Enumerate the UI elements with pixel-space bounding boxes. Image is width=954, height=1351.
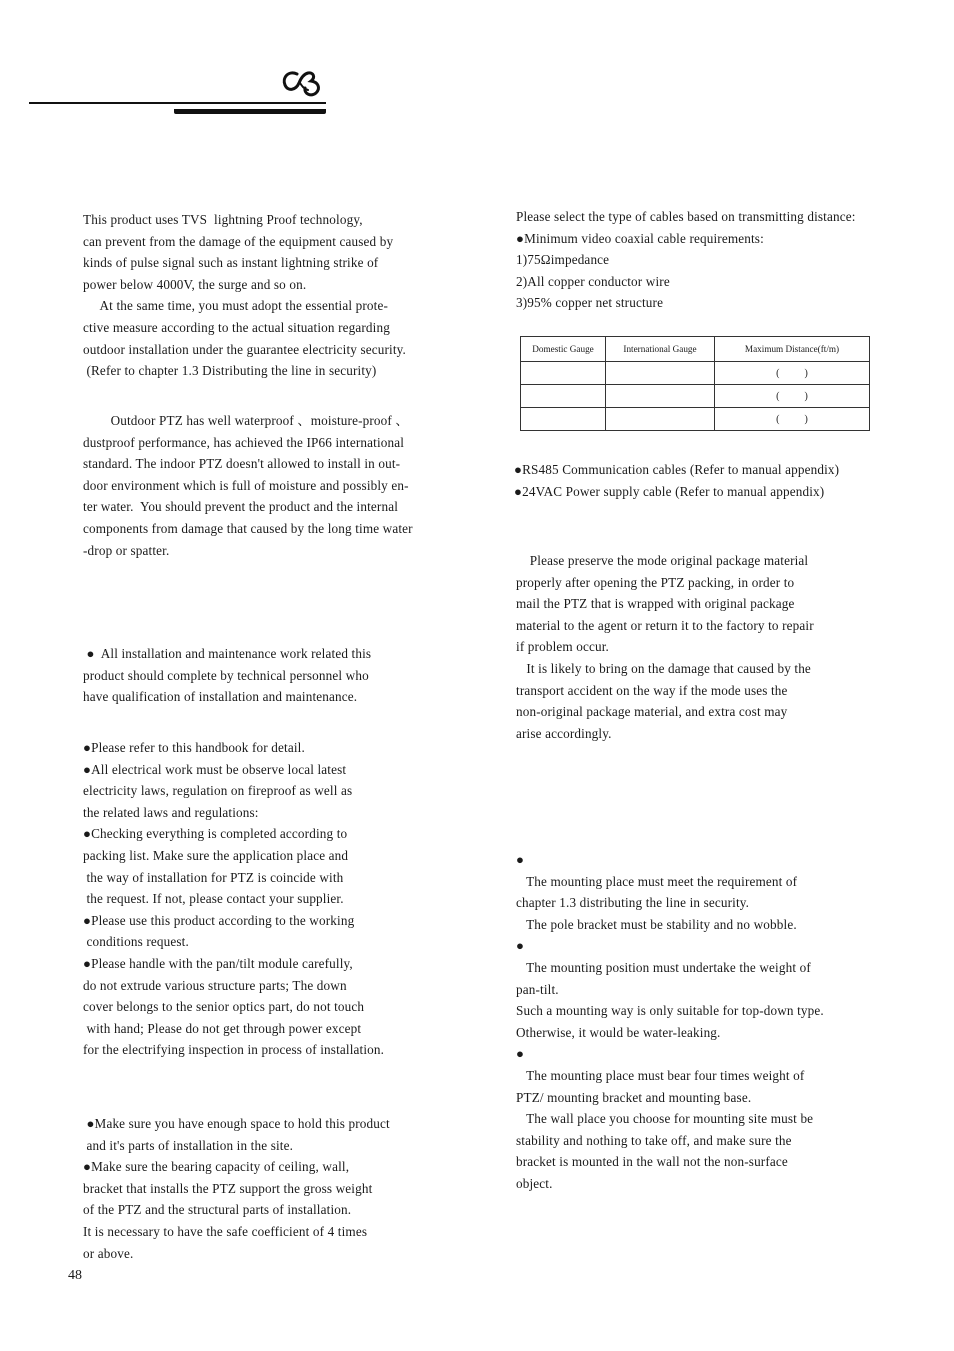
text-line: packing list. Make sure the application place and: [83, 847, 349, 863]
text-line: the way of installation for PTZ is coincide with: [83, 869, 344, 885]
table-cell: [606, 385, 715, 408]
cable-gauge-table: [520, 336, 870, 431]
text-line: stability and nothing to take off, and make sure the: [516, 1132, 792, 1148]
text-line: ●Minimum video coaxial cable requirements:: [516, 230, 764, 246]
mounting-paragraph: [516, 849, 824, 1195]
text-line: the related laws and regulations:: [83, 804, 259, 820]
text-line: ●Checking everything is completed according to: [83, 826, 348, 842]
text-line: ●RS485 Communication cables (Refer to manual appendix): [514, 462, 840, 477]
text-line: non-original package material, and extra cost may: [516, 704, 788, 720]
electrical-paragraph: [83, 737, 384, 1061]
text-line: The pole bracket must be stability and no wobble.: [516, 916, 797, 932]
text-line: The mounting place must meet the requirement of: [516, 873, 798, 889]
text-line: with hand; Please do not get through power except: [83, 1020, 362, 1036]
page-number: 48: [68, 1268, 82, 1283]
text-line: ●Make sure you have enough space to hold this product: [83, 1116, 390, 1131]
text-line: electricity laws, regulation on fireproof as well as: [83, 783, 353, 799]
text-line: Outdoor PTZ has well waterproof 、moisture-proof 、: [83, 413, 409, 428]
text-line: bracket that installs the PTZ support the gross weight: [83, 1180, 373, 1196]
table-cell: [606, 408, 715, 431]
text-line: ●24VAC Power supply cable (Refer to manual appendix): [514, 483, 825, 499]
text-line: standard. The indoor PTZ doesn't allowed to install in out-: [83, 456, 401, 472]
text-line: and it's parts of installation in the site.: [83, 1137, 294, 1153]
table-row: [521, 408, 870, 431]
table-header-row: [521, 337, 870, 362]
text-line: pan-tilt.: [516, 981, 559, 997]
other-cables-paragraph: [514, 459, 839, 502]
text-line: do not extrude various structure parts; The down: [83, 977, 347, 993]
text-line: can prevent from the damage of the equipment caused by: [83, 233, 394, 249]
text-line: The mounting position must undertake the weight of: [516, 959, 811, 975]
text-line: Such a mounting way is only suitable for top-down type.: [516, 1003, 824, 1019]
text-line: ● All installation and maintenance work related this: [83, 646, 372, 661]
table-cell: [521, 362, 606, 385]
text-line: conditions request.: [83, 934, 189, 950]
text-line: 3)95% copper net structure: [516, 295, 664, 311]
text-line: chapter 1.3 distributing the line in security.: [516, 895, 750, 911]
text-line: power below 4000V, the surge and so on.: [83, 276, 307, 292]
package-paragraph: [516, 550, 814, 744]
text-line: arise accordingly.: [516, 725, 612, 741]
personnel-paragraph: [83, 643, 371, 708]
table-row: [521, 362, 870, 385]
text-line: if problem occur.: [516, 639, 610, 655]
text-line: of the PTZ and the structural parts of installation.: [83, 1202, 352, 1218]
text-line: 1)75Ωimpedance: [516, 252, 610, 268]
text-line: Please preserve the mode original package material: [516, 553, 809, 568]
text-line: ctive measure according to the actual situation regarding: [83, 319, 390, 335]
text-line: ●: [516, 852, 525, 867]
text-line: kinds of pulse signal such as instant lightning strike of: [83, 255, 379, 271]
lightning-paragraph: [83, 209, 406, 382]
table-cell: ( ): [715, 362, 870, 385]
space-paragraph: [83, 1113, 390, 1264]
header-rule-thin: [29, 102, 326, 104]
waterproof-paragraph: [83, 410, 413, 561]
table-cell: ( ): [715, 385, 870, 408]
text-line: At the same time, you must adopt the essential prote-: [83, 298, 388, 314]
text-line: transport accident on the way if the mode uses the: [516, 682, 788, 698]
text-line: object.: [516, 1175, 553, 1191]
table-row: [521, 385, 870, 408]
text-line: This product uses TVS lightning Proof technology,: [83, 212, 363, 227]
text-line: It is necessary to have the safe coefficient of 4 times: [83, 1223, 368, 1239]
text-line: Otherwise, it would be water-leaking.: [516, 1024, 721, 1040]
text-line: ●Please refer to this handbook for detail.: [83, 740, 305, 755]
text-line: mail the PTZ that is wrapped with original package: [516, 596, 795, 612]
text-line: It is likely to bring on the damage that caused by the: [516, 660, 811, 676]
text-line: dustproof performance, has achieved the IP66 international: [83, 434, 405, 450]
text-line: the request. If not, please contact your supplier.: [83, 891, 344, 907]
text-line: 2)All copper conductor wire: [516, 273, 670, 289]
text-line: The mounting place must bear four times weight of: [516, 1067, 805, 1083]
header-international-gauge: International Gauge: [606, 337, 715, 362]
header-rule-thick: [174, 109, 326, 114]
text-line: properly after opening the PTZ packing, in order to: [516, 574, 795, 590]
text-line: bracket is mounted in the wall not the non-surface: [516, 1154, 788, 1170]
text-line: ●Please use this product according to the working: [83, 912, 355, 928]
table-cell: ( ): [715, 408, 870, 431]
text-line: material to the agent or return it to the factory to repair: [516, 617, 814, 633]
text-line: ●Make sure the bearing capacity of ceiling, wall,: [83, 1159, 350, 1175]
table-cell: [521, 408, 606, 431]
text-line: components from damage that caused by the long time water: [83, 520, 413, 536]
cables-paragraph: [516, 206, 856, 314]
text-line: PTZ/ mounting bracket and mounting base.: [516, 1089, 752, 1105]
table-cell: [606, 362, 715, 385]
text-line: have qualification of installation and maintenance.: [83, 689, 358, 705]
text-line: ter water. You should prevent the product and the internal: [83, 499, 399, 515]
text-line: outdoor installation under the guarantee electricity security.: [83, 341, 406, 357]
text-line: cover belongs to the senior optics part, do not touch: [83, 999, 365, 1015]
text-line: door environment which is full of moisture and possibly en-: [83, 477, 409, 493]
header-domestic-gauge: Domestic Gauge: [521, 337, 606, 362]
text-line: The wall place you choose for mounting site must be: [516, 1111, 814, 1127]
text-line: ●Please handle with the pan/tilt module carefully,: [83, 955, 353, 971]
text-line: for the electrifying inspection in process of installation.: [83, 1042, 385, 1058]
header-maximum-distance: Maximum Distance(ft/m): [715, 337, 870, 362]
table-cell: [521, 385, 606, 408]
text-line: -drop or spatter.: [83, 542, 170, 558]
text-line: or above.: [83, 1245, 134, 1261]
text-line: ●: [516, 938, 525, 954]
text-line: ●: [516, 1046, 525, 1062]
text-line: (Refer to chapter 1.3 Distributing the line in security): [83, 363, 377, 379]
text-line: ●All electrical work must be observe local latest: [83, 761, 347, 777]
decorative-logo-icon: [280, 64, 326, 100]
text-line: Please select the type of cables based on transmitting distance:: [516, 209, 856, 224]
text-line: product should complete by technical personnel who: [83, 667, 369, 683]
